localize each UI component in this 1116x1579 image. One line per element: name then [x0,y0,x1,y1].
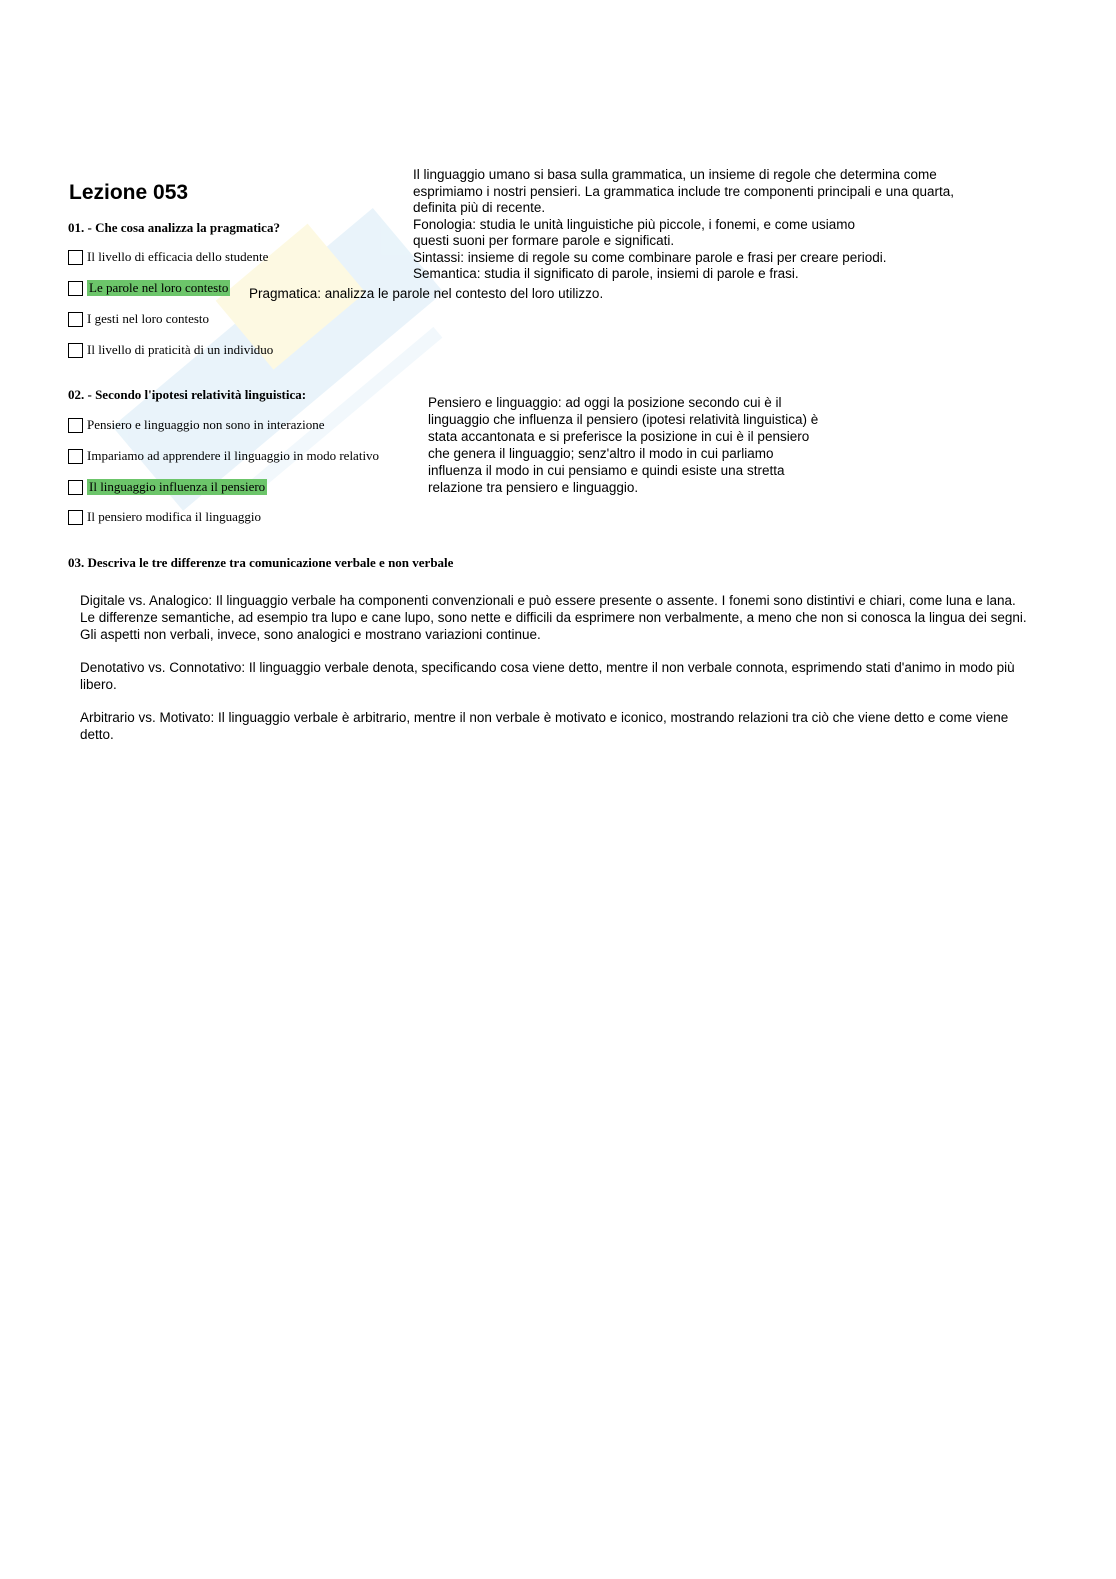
option-label: Pensiero e linguaggio non sono in interazione [87,417,325,432]
checkbox[interactable] [68,312,83,327]
checkbox[interactable] [68,510,83,525]
answer-block [80,592,1030,759]
question-2: 02. - Secondo l'ipotesi relatività linguistica: [68,387,307,402]
checkbox[interactable] [68,449,83,464]
checkbox[interactable] [68,250,83,265]
note-line: questi suoni per formare parole e significati. [413,233,675,248]
note-line: che genera il linguaggio; senz'altro il modo in cui parliamo [428,446,774,461]
option-label-highlighted: Le parole nel loro contesto [89,280,229,295]
note-pragmatica: Pragmatica: analizza le parole nel contesto del loro utilizzo. [249,286,604,301]
answer-paragraph-2: Denotativo vs. Connotativo: Il linguaggio verbale denota, specificando cosa viene detto, mentre il non verbale connota, esprimendo stati d'animo in modo più libero. [80,660,1015,692]
question-1: 01. - Che cosa analizza la pragmatica? [68,220,280,235]
note-line: relazione tra pensiero e linguaggio. [428,480,639,495]
note-line: Pensiero e linguaggio: ad oggi la posizione secondo cui è il [428,395,782,410]
note-line: Il linguaggio umano si basa sulla grammatica, un insieme di regole che determina come [413,167,937,182]
note-line: Fonologia: studia le unità linguistiche più piccole, i fonemi, e come usiamo [413,216,855,232]
note-pensiero-linguaggio [428,394,818,496]
note-line: Semantica: studia il significato di parole, insiemi di parole e frasi. [413,266,799,281]
q1-option-3[interactable] [68,311,209,327]
note-line: definita più di recente. [413,200,546,215]
q2-option-1[interactable] [68,417,325,433]
answer-paragraph-1: Digitale vs. Analogico: Il linguaggio verbale ha componenti convenzionali e può essere presente o assente. I fonemi sono distintivi e chiari, come luna e lana. Le differenze semantiche, ad esempio tra lupo e cane lupo, sono nette e difficili da esprimere non verbalmente, a meno che non si conosca la lingua dei segni. Gli aspetti non verbali, invece, sono analogici e mostrano variazioni continue. [80,593,1027,642]
question-3: 03. Descriva le tre differenze tra comunicazione verbale e non verbale [68,555,454,570]
q2-option-4[interactable] [68,509,261,525]
checkbox[interactable] [68,281,83,296]
note-line: influenza il modo in cui pensiamo e quindi esiste una stretta [428,463,785,478]
note-line: esprimiamo i nostri pensieri. La grammatica include tre componenti principali e una quarta, [413,183,955,199]
page-title: Lezione 053 [69,181,189,204]
option-label: I gesti nel loro contesto [87,311,210,326]
q1-option-4[interactable] [68,342,273,358]
option-label: Il livello di efficacia dello studente [87,249,269,264]
note-line: linguaggio che influenza il pensiero (ipotesi relatività linguistica) è [428,412,819,427]
checkbox[interactable] [68,480,83,495]
q2-option-2[interactable] [68,448,379,464]
note-line: Sintassi: insieme di regole su come combinare parole e frasi per creare periodi. [413,249,887,265]
q1-option-1[interactable] [68,249,268,265]
checkbox[interactable] [68,418,83,433]
option-label: Impariamo ad apprendere il linguaggio in modo relativo [87,448,380,463]
option-label: Il pensiero modifica il linguaggio [87,509,262,524]
note-line: stata accantonata e si preferisce la posizione in cui è il pensiero [428,429,810,444]
option-label: Il livello di praticità di un individuo [87,342,274,357]
q1-option-2[interactable] [68,280,230,296]
checkbox[interactable] [68,343,83,358]
option-label-highlighted: Il linguaggio influenza il pensiero [89,479,266,494]
q2-option-3[interactable] [68,479,267,495]
answer-paragraph-3: Arbitrario vs. Motivato: Il linguaggio verbale è arbitrario, mentre il non verbale è motivato e iconico, mostrando relazioni tra ciò che viene detto e come viene detto. [80,710,1009,742]
note-grammatica [413,167,954,283]
